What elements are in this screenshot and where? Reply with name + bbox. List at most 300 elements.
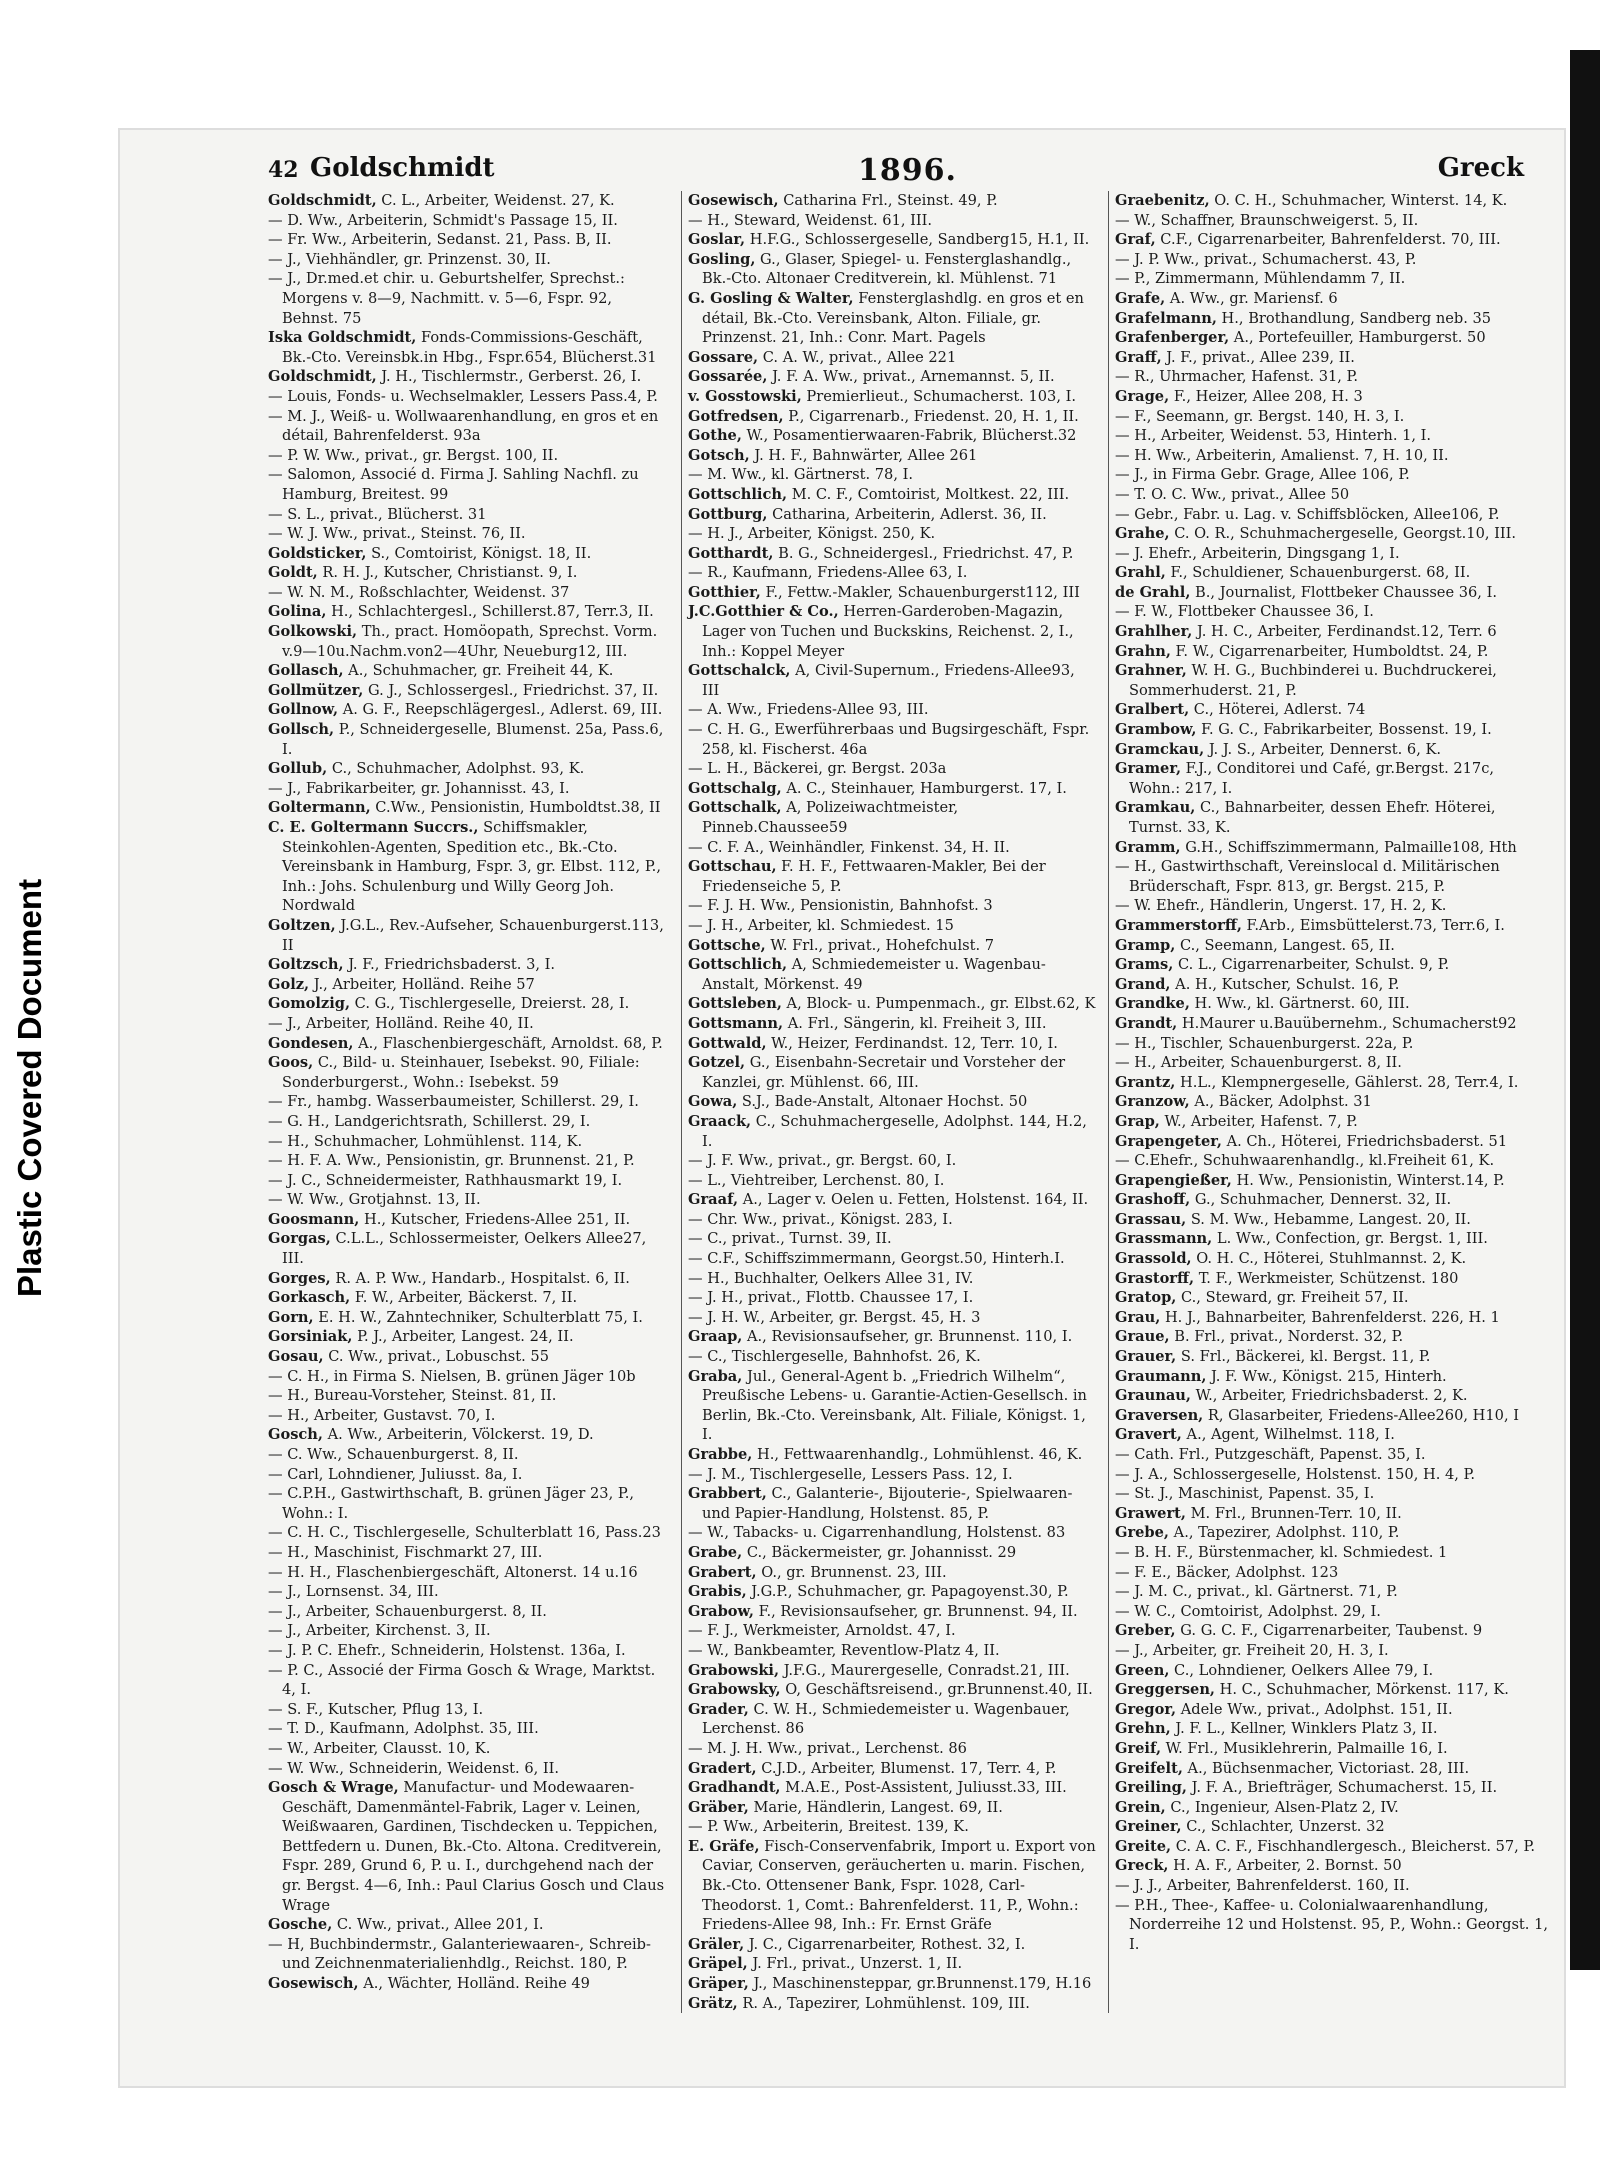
directory-entry (268, 1523, 669, 1543)
entry-name: Gollub, (268, 760, 328, 778)
entry-details: W. Frl., Musiklehrerin, Palmaille 16, I. (1161, 1739, 1448, 1757)
entry-name: Grafenberger, (1115, 329, 1230, 347)
directory-entry (1115, 1778, 1548, 1798)
entry-details: — W., Tabacks- u. Cigarrenhandlung, Holstenst. 83 (688, 1524, 1066, 1542)
entry-details: W., Heizer, Ferdinandst. 12, Terr. 10, I. (766, 1034, 1058, 1052)
directory-entry (268, 544, 669, 564)
entry-name: Grand, (1115, 975, 1171, 993)
entry-details: — W., Arbeiter, Clausst. 10, K. (268, 1739, 491, 1757)
entry-name: Graunau, (1115, 1387, 1191, 1405)
entry-details: W., Arbeiter, Hafenst. 7, P. (1159, 1112, 1358, 1130)
directory-entry (688, 661, 1096, 700)
directory-entry (1115, 955, 1548, 975)
directory-entry (1115, 387, 1548, 407)
directory-entry (688, 250, 1096, 289)
entry-details: — J. F. Ww., privat., gr. Bergst. 60, I. (688, 1152, 957, 1170)
entry-details: B., Journalist, Flottbeker Chaussee 36, I. (1190, 583, 1497, 601)
directory-entry (1115, 642, 1548, 662)
directory-entry (1115, 1229, 1548, 1249)
entry-name: Greite, (1115, 1837, 1172, 1855)
directory-entry (268, 1269, 669, 1289)
entry-name: Grams, (1115, 956, 1174, 974)
entry-details: — P. Ww., Arbeiterin, Breitest. 139, K. (688, 1818, 969, 1836)
entry-name: Grashoff, (1115, 1191, 1191, 1209)
entry-name: Gosch, (268, 1426, 323, 1444)
entry-name: Greiner, (1115, 1818, 1182, 1836)
entry-details: — Fr. Ww., Arbeiterin, Sedanst. 21, Pass. B, II. (268, 231, 612, 249)
entry-details: J. H., Tischlermstr., Gerberst. 26, I. (376, 368, 642, 386)
directory-entry (268, 1602, 669, 1622)
directory-entry (268, 387, 669, 407)
directory-entry (268, 1445, 669, 1465)
entry-details: A., Tapezirer, Adolphst. 110, P. (1169, 1524, 1400, 1542)
entry-details: — H., Arbeiter, Schauenburgerst. 8, II. (1115, 1054, 1402, 1072)
entry-details: C. G., Tischlergeselle, Dreierst. 28, I. (350, 995, 630, 1013)
entry-name: Grau, (1115, 1308, 1161, 1326)
entry-details: H.F.G., Schlossergeselle, Sandberg15, H.1, II. (745, 231, 1090, 249)
side-label-text: Plastic Covered Document (11, 878, 48, 1298)
entry-name: Greifelt, (1115, 1759, 1183, 1777)
directory-entry (1115, 798, 1548, 837)
entry-details: C. Ww., privat., Allee 201, I. (332, 1916, 544, 1934)
directory-entry (688, 936, 1096, 956)
entry-name: Goldsticker, (268, 544, 367, 562)
entry-name: Goltermann, (268, 799, 371, 817)
entry-details: — J. M., Tischlergeselle, Lessers Pass. 12, I. (688, 1465, 1013, 1483)
directory-entry (688, 1229, 1096, 1249)
entry-name: Gradert, (688, 1759, 757, 1777)
directory-entry (688, 1171, 1096, 1191)
directory-entry (688, 465, 1096, 485)
entry-name: Grebe, (1115, 1524, 1170, 1542)
entry-name: Gräber, (688, 1798, 749, 1816)
entry-details: H.Maurer u.Bauübernehm., Schumacherst92 (1177, 1014, 1517, 1032)
entry-details: G., Eisenbahn-Secretair und Vorsteher der Kanzlei, gr. Mühlenst. 66, III. (702, 1054, 1066, 1091)
entry-details: — H., Bureau-Vorsteher, Steinst. 81, II. (268, 1387, 557, 1405)
entry-details: — J. C., Schneidermeister, Rathhausmarkt 19, I. (268, 1171, 623, 1189)
directory-entry (688, 426, 1096, 446)
directory-entry (268, 465, 669, 504)
entry-details: — H, Buchbindermstr., Galanteriewaaren-, Schreib- und Zeichnenmaterialienhdlg., Reichst. 180, P. (268, 1935, 651, 1973)
directory-entry (688, 1700, 1096, 1739)
entry-name: Gotthier, (688, 583, 761, 601)
entry-details: J. J. S., Arbeiter, Dennerst. 6, K. (1204, 740, 1442, 758)
entry-name: Goos, (268, 1054, 314, 1072)
directory-entry (688, 1837, 1096, 1935)
entry-name: Gorkasch, (268, 1289, 351, 1307)
directory-entry (268, 661, 669, 681)
entry-name: Gramer, (1115, 760, 1182, 778)
entry-details: A. Ww., gr. Mariensf. 6 (1165, 289, 1338, 307)
directory-entry (1115, 524, 1548, 544)
entry-details: — L., Viehtreiber, Lerchenst. 80, I. (688, 1171, 945, 1189)
entry-name: Gottsleben, (688, 995, 782, 1013)
entry-details: C., Schuhmacher, Adolphst. 93, K. (327, 760, 585, 778)
entry-name: Graversen, (1115, 1406, 1204, 1424)
entry-details: — H., Arbeiter, Weidenst. 53, Hinterh. 1, I. (1115, 427, 1432, 445)
entry-name: Goosmann, (268, 1210, 360, 1228)
entry-details: J. Frl., privat., Unzerst. 1, II. (747, 1955, 963, 1973)
entry-details: L. Ww., Confection, gr. Bergst. 1, III. (1212, 1230, 1488, 1248)
entry-details: Manufactur- und Modewaaren-Geschäft, Damenmäntel-Fabrik, Lager v. Leinen, Weißwaaren, Gardinen, Tischdecken u. Teppichen, Bettfedern u. Dunen, Bk.-Cto. Altona. Creditverein, Fspr. 289, Grund 6, P. u. I., durchgehend nach der gr. Bergst. 4—6, Inh.: Paul Clarius Gosch und Claus Wrage (282, 1779, 665, 1914)
entry-details: S.J., Bade-Anstalt, Altonaer Hochst. 50 (737, 1093, 1028, 1111)
directory-entry (268, 191, 669, 211)
entry-name: Gotsch, (688, 446, 750, 464)
directory-entry (268, 1582, 669, 1602)
directory-entry (688, 1954, 1096, 1974)
entry-details: — J. H., Arbeiter, kl. Schmiedest. 15 (688, 916, 954, 934)
entry-details: — P. W. Ww., privat., gr. Bergst. 100, II. (268, 446, 559, 464)
directory-entry (688, 1112, 1096, 1151)
entry-details: R. H. J., Kutscher, Christianst. 9, I. (317, 564, 578, 582)
entry-details: H. Ww., kl. Gärtnerst. 60, III. (1189, 995, 1410, 1013)
entry-name: Graaf, (688, 1191, 739, 1209)
directory-entry (1115, 1798, 1548, 1818)
entry-details: — H., Steward, Weidenst. 61, III. (688, 211, 933, 229)
directory-entry (688, 583, 1096, 603)
entry-details: — R., Kaufmann, Friedens-Allee 63, I. (688, 564, 968, 582)
entry-name: Gosewisch, (688, 192, 779, 209)
entry-name: Grafe, (1115, 289, 1166, 307)
directory-entry (268, 1739, 669, 1759)
directory-entry (688, 602, 1096, 661)
directory-entry (1115, 1759, 1548, 1779)
directory-entry (268, 1288, 669, 1308)
entry-details: S. M. Ww., Hebamme, Langest. 20, II. (1186, 1210, 1471, 1228)
directory-entry (688, 1347, 1096, 1367)
directory-entry (688, 779, 1096, 799)
directory-entry (268, 1935, 669, 1974)
entry-details: Catharina, Arbeiterin, Adlerst. 36, II. (767, 505, 1047, 523)
entry-name: Gottwald, (688, 1034, 767, 1052)
entry-name: Gramkau, (1115, 799, 1196, 817)
directory-entry (268, 446, 669, 466)
directory-entry (268, 994, 669, 1014)
entry-name: de Grahl, (1115, 583, 1191, 601)
page-number: 42 (268, 157, 299, 183)
directory-entry (268, 759, 669, 779)
entry-name: Graebenitz, (1115, 192, 1210, 209)
entry-name: Grafelmann, (1115, 309, 1217, 327)
directory-entry (1115, 975, 1548, 995)
entry-details: A, Block- u. Pumpenmach., gr. Elbst.62, K (781, 995, 1096, 1013)
directory-entry (688, 838, 1096, 858)
entry-name: Gorn, (268, 1308, 314, 1326)
directory-entry (1115, 1641, 1548, 1661)
directory-entry (688, 211, 1096, 231)
entry-details: C., Galanterie-, Bijouterie-, Spielwaaren- und Papier-Handlung, Holstenst. 85, P. (702, 1485, 1073, 1522)
directory-entry (1115, 563, 1548, 583)
entry-details: — P., Zimmermann, Mühlendamm 7, II. (1115, 270, 1406, 288)
entry-details: — C. H. C., Tischlergeselle, Schulterblatt 16, Pass.23 (268, 1524, 661, 1542)
entry-name: Grandt, (1115, 1014, 1178, 1032)
directory-entry (688, 1680, 1096, 1700)
directory-entry (1115, 191, 1548, 211)
directory-entry (688, 505, 1096, 525)
directory-entry (268, 524, 669, 544)
directory-entry (268, 269, 669, 328)
entry-details: C., Schlachter, Unzerst. 32 (1181, 1818, 1385, 1836)
directory-entry (688, 1445, 1096, 1465)
directory-entry (1115, 1837, 1548, 1857)
entry-details: — J. P. C. Ehefr., Schneiderin, Holstenst. 136a, I. (268, 1641, 626, 1659)
entry-details: — T. O. C. Ww., privat., Allee 50 (1115, 485, 1350, 503)
directory-entry (1115, 583, 1548, 603)
entry-details: A. Ch., Höterei, Friedrichsbaderst. 51 (1221, 1132, 1508, 1150)
directory-entry (1115, 348, 1548, 368)
entry-name: Grabert, (688, 1563, 757, 1581)
entry-details: — C., Tischlergeselle, Bahnhofst. 26, K. (688, 1348, 981, 1366)
entry-details: — W. C., Comtoirist, Adolphst. 29, I. (1115, 1602, 1381, 1620)
entry-details: P., Schneidergeselle, Blumenst. 25a, Pass.6, I. (282, 721, 664, 758)
directory-entry (1115, 1249, 1548, 1269)
directory-entry (688, 1661, 1096, 1681)
directory-entry (688, 1739, 1096, 1759)
entry-details: G. J., Schlossergesl., Friedrichst. 37, II. (363, 681, 659, 699)
directory-entry (688, 1151, 1096, 1171)
entry-name: Graf, (1115, 231, 1156, 249)
entry-details: — Louis, Fonds- u. Wechselmakler, Lessers Pass.4, P. (268, 387, 658, 405)
entry-details: — St. J., Maschinist, Papenst. 35, I. (1115, 1485, 1375, 1503)
entry-details: — Gebr., Fabr. u. Lag. v. Schiffsblöcken, Allee106, P. (1115, 505, 1500, 523)
directory-entry (268, 1700, 669, 1720)
entry-name: Gramckau, (1115, 740, 1205, 758)
directory-entry (1115, 211, 1548, 231)
entry-details: Adele Ww., privat., Adolphst. 151, II. (1176, 1700, 1453, 1718)
entry-details: Th., pract. Homöopath, Sprechst. Vorm. v.9—10u.Nachm.von2—4Uhr, Neueburg12, III. (282, 623, 658, 660)
entry-details: A., Wächter, Holländ. Reihe 49 (358, 1975, 590, 1993)
entry-details: F. H. F., Fettwaaren-Makler, Bei der Friedenseiche 5, P. (702, 858, 1046, 895)
entry-name: Grätz, (688, 1994, 738, 2012)
entry-details: G., Glaser, Spiegel- u. Fensterglashandlg., Bk.-Cto. Altonaer Creditverein, kl. Mühlenst. 71 (702, 250, 1072, 288)
directory-entry (688, 1034, 1096, 1054)
directory-entry (1115, 896, 1548, 916)
entry-details: J. F., Friedrichsbaderst. 3, I. (343, 956, 556, 974)
entry-details: — H., Arbeiter, Gustavst. 70, I. (268, 1406, 496, 1424)
entry-name: Gottschlich, (688, 956, 788, 974)
directory-entry (1115, 544, 1548, 564)
directory-entry (688, 544, 1096, 564)
entry-name: Gottschalck, (688, 662, 791, 680)
entry-details: J.G.P., Schuhmacher, gr. Papagoyenst.30, P. (746, 1583, 1069, 1601)
running-header (268, 153, 1548, 188)
entry-name: Gravert, (1115, 1426, 1182, 1444)
entry-details: J. F. Ww., Königst. 215, Hinterh. (1206, 1367, 1447, 1385)
column-3 (1108, 191, 1548, 2013)
entry-name: Gorsiniak, (268, 1328, 353, 1346)
directory-entry (688, 1935, 1096, 1955)
entry-name: Grassold, (1115, 1250, 1192, 1268)
directory-entry (1115, 1817, 1548, 1837)
directory-entry (268, 1210, 669, 1230)
directory-entry (1115, 1484, 1548, 1504)
directory-entry (688, 1798, 1096, 1818)
entry-details: H. J., Bahnarbeiter, Bahrenfelderst. 226, H. 1 (1160, 1308, 1500, 1326)
entry-name: Grader, (688, 1700, 749, 1718)
entry-details: C. A. C. F., Fischhandlergesch., Bleicherst. 57, P. (1171, 1837, 1535, 1855)
directory-entry (688, 1543, 1096, 1563)
entry-details: J. F. A., Briefträger, Schumacherst. 15, II. (1186, 1779, 1498, 1797)
entry-details: C., Bahnarbeiter, dessen Ehefr. Höterei, Turnst. 33, K. (1129, 799, 1496, 836)
entry-details: — Carl, Lohndiener, Juliusst. 8a, I. (268, 1465, 523, 1483)
entry-details: J. C., Cigarrenarbeiter, Rothest. 32, I. (744, 1935, 1026, 1953)
directory-entry (268, 211, 669, 231)
directory-entry (268, 1641, 669, 1661)
entry-details: J.G.L., Rev.-Aufseher, Schauenburgerst.113, II (282, 916, 664, 954)
directory-entry (268, 1327, 669, 1347)
directory-entry (688, 1465, 1096, 1485)
entry-name: Graff, (1115, 348, 1162, 366)
directory-entry (688, 759, 1096, 779)
entry-details: — W., Bankbeamter, Reventlow-Platz 4, II. (688, 1641, 1000, 1659)
entry-details: A. H., Kutscher, Schulst. 16, P. (1170, 975, 1400, 993)
directory-entry (268, 328, 669, 367)
header-right-word: Greck (1437, 153, 1524, 183)
entry-name: Goldt, (268, 564, 318, 582)
entry-details: — F. J., Werkmeister, Arnoldst. 47, I. (688, 1622, 956, 1640)
entry-name: Gramp, (1115, 936, 1176, 954)
directory-entry (268, 1190, 669, 1210)
entry-name: Grabis, (688, 1583, 747, 1601)
entry-name: Greif, (1115, 1739, 1162, 1757)
entry-details: — M. Ww., kl. Gärtnerst. 78, I. (688, 466, 914, 484)
entry-details: F.Arb., Eimsbüttelerst.73, Terr.6, I. (1241, 916, 1505, 934)
directory-entry (688, 1269, 1096, 1289)
entry-name: C. E. Goltermann Succrs., (268, 819, 479, 836)
entry-details: W., Posamentierwaaren-Fabrik, Blücherst.32 (741, 427, 1077, 445)
directory-entry (1115, 1151, 1548, 1171)
entry-name: Iska Goldschmidt, (268, 329, 417, 347)
entry-details: Fonds-Commissions-Geschäft, Bk.-Cto. Vereinsbk.in Hbg., Fspr.654, Blücherst.31 (282, 329, 657, 366)
directory-entry (268, 955, 669, 975)
directory-entry (1115, 407, 1548, 427)
directory-entry (1115, 485, 1548, 505)
entry-name: Gollsch, (268, 721, 335, 739)
entry-name: Grahl, (1115, 564, 1166, 582)
entry-details: — J., Viehhändler, gr. Prinzenst. 30, II. (268, 250, 551, 268)
directory-entry (1115, 1308, 1548, 1328)
entry-details: — Fr., hambg. Wasserbaumeister, Schillerst. 29, I. (268, 1093, 639, 1111)
directory-entry (688, 1367, 1096, 1445)
entry-details: Catharina Frl., Steinst. 49, P. (778, 192, 998, 209)
entry-name: Graack, (688, 1112, 752, 1130)
directory-entry (1115, 1327, 1548, 1347)
entry-details: — W., Schaffner, Braunschweigerst. 5, II. (1115, 211, 1419, 229)
entry-details: — H., Maschinist, Fischmarkt 27, III. (268, 1543, 543, 1561)
entry-details: Jul., General-Agent b. „Friedrich Wilhelm“, Preußische Lebens- u. Garantie-Actien-Gesellsch. in Berlin, Bk.-Cto. Vereinsbank, Alt. Filiale, Königst. 1, I. (702, 1367, 1087, 1444)
entry-details: O., gr. Brunnenst. 23, III. (756, 1563, 947, 1581)
entry-details: — W. Ehefr., Händlerin, Ungerst. 17, H. 2, K. (1115, 897, 1447, 915)
directory-entry (1115, 1896, 1548, 1955)
entry-name: Grage, (1115, 387, 1170, 405)
entry-name: Graumann, (1115, 1367, 1207, 1385)
entry-details: C. W. H., Schmiedemeister u. Wagenbauer, Lerchenst. 86 (702, 1700, 1070, 1738)
entry-name: Gondesen, (268, 1034, 354, 1052)
directory-entry (1115, 1661, 1548, 1681)
entry-details: F. W., Cigarrenarbeiter, Humboldtst. 24, P. (1170, 642, 1489, 660)
entry-name: G. Gosling & Walter, (688, 289, 854, 307)
entry-details: M. Frl., Brunnen-Terr. 10, II. (1185, 1504, 1402, 1522)
entry-details: J. H. F., Bahnwärter, Allee 261 (749, 446, 978, 464)
entry-details: A., Bäcker, Adolphst. 31 (1189, 1093, 1372, 1111)
directory-entry (688, 191, 1096, 211)
entry-name: Grahe, (1115, 525, 1170, 543)
entry-details: H., Schlachtergesl., Schillerst.87, Terr.3, II. (326, 603, 654, 621)
entry-name: Grabbe, (688, 1446, 753, 1463)
directory-entry (268, 583, 669, 603)
entry-details: A., Revisionsaufseher, gr. Brunnenst. 110, I. (742, 1328, 1073, 1346)
directory-entry (268, 563, 669, 583)
entry-details: C. L., Cigarrenarbeiter, Schulst. 9, P. (1173, 956, 1450, 974)
directory-entry (268, 1347, 669, 1367)
entry-name: Gollasch, (268, 662, 344, 680)
directory-entry (1115, 1563, 1548, 1583)
directory-entry (688, 230, 1096, 250)
entry-name: Grapengießer, (1115, 1171, 1232, 1189)
directory-entry (1115, 1171, 1548, 1191)
entry-details: C., Bild- u. Steinhauer, Isebekst. 90, Filiale: Sonderburgerst., Wohn.: Isebekst. 59 (282, 1054, 640, 1091)
directory-page (118, 128, 1566, 2088)
directory-entry (1115, 269, 1548, 289)
directory-entry (1115, 602, 1548, 622)
entry-details: A., Schuhmacher, gr. Freiheit 44, K. (343, 662, 614, 680)
entry-details: — J. A., Schlossergeselle, Holstenst. 150, H. 4, P. (1115, 1465, 1476, 1483)
entry-details: B. G., Schneidergesl., Friedrichst. 47, P. (773, 544, 1074, 562)
directory-entry (268, 916, 669, 955)
directory-entry (1115, 250, 1548, 270)
entry-details: — J., Arbeiter, Kirchenst. 3, II. (268, 1622, 491, 1640)
entry-name: Gorges, (268, 1269, 331, 1287)
directory-entry (1115, 446, 1548, 466)
entry-name: Gottschalk, (688, 799, 782, 817)
page-content (268, 153, 1548, 2012)
entry-details: — J., Arbeiter, Holländ. Reihe 40, II. (268, 1014, 534, 1032)
entry-details: — C.F., Schiffszimmermann, Georgst.50, Hinterh.I. (688, 1250, 1065, 1268)
entry-name: Grahner, (1115, 662, 1187, 680)
directory-entry (688, 446, 1096, 466)
entry-name: Graba, (688, 1367, 743, 1385)
entry-details: — H., Buchhalter, Oelkers Allee 31, IV. (688, 1269, 974, 1287)
entry-name: Grambow, (1115, 721, 1197, 739)
entry-name: Grabow, (688, 1602, 754, 1620)
entry-name: Grabowski, (688, 1661, 780, 1679)
entry-details: O. H. C., Höterei, Stuhlmannst. 2, K. (1191, 1250, 1467, 1268)
entry-name: Granzow, (1115, 1093, 1190, 1111)
directory-entry (268, 1406, 669, 1426)
directory-entry (268, 818, 669, 916)
entry-name: Gottschau, (688, 858, 777, 876)
entry-details: — J., Arbeiter, gr. Freiheit 20, H. 3, I. (1115, 1641, 1389, 1659)
entry-details: — J., Arbeiter, Schauenburgerst. 8, II. (268, 1602, 547, 1620)
directory-entry (1115, 622, 1548, 642)
directory-entry (688, 1190, 1096, 1210)
entry-details: A., Büchsenmacher, Victoriast. 28, III. (1182, 1759, 1470, 1777)
entry-name: Gottschlich, (688, 485, 788, 503)
side-label (0, 0, 60, 2177)
entry-details: — J., Fabrikarbeiter, gr. Johannisst. 43, I. (268, 779, 570, 797)
entry-details: — F. J. H. Ww., Pensionistin, Bahnhofst. 3 (688, 897, 993, 915)
entry-details: — J. M. C., privat., kl. Gärtnerst. 71, P. (1115, 1583, 1398, 1601)
directory-entry (688, 407, 1096, 427)
entry-details: — C.Ehefr., Schuhwaarenhandlg., kl.Freiheit 61, K. (1115, 1152, 1495, 1170)
directory-entry (688, 916, 1096, 936)
directory-entry (268, 1014, 669, 1034)
entry-name: Gramm, (1115, 838, 1181, 856)
entry-details: F. G. C., Fabrikarbeiter, Bossenst. 19, I. (1196, 721, 1492, 739)
directory-entry (268, 230, 669, 250)
entry-name: Grawert, (1115, 1504, 1186, 1522)
directory-entry (688, 348, 1096, 368)
